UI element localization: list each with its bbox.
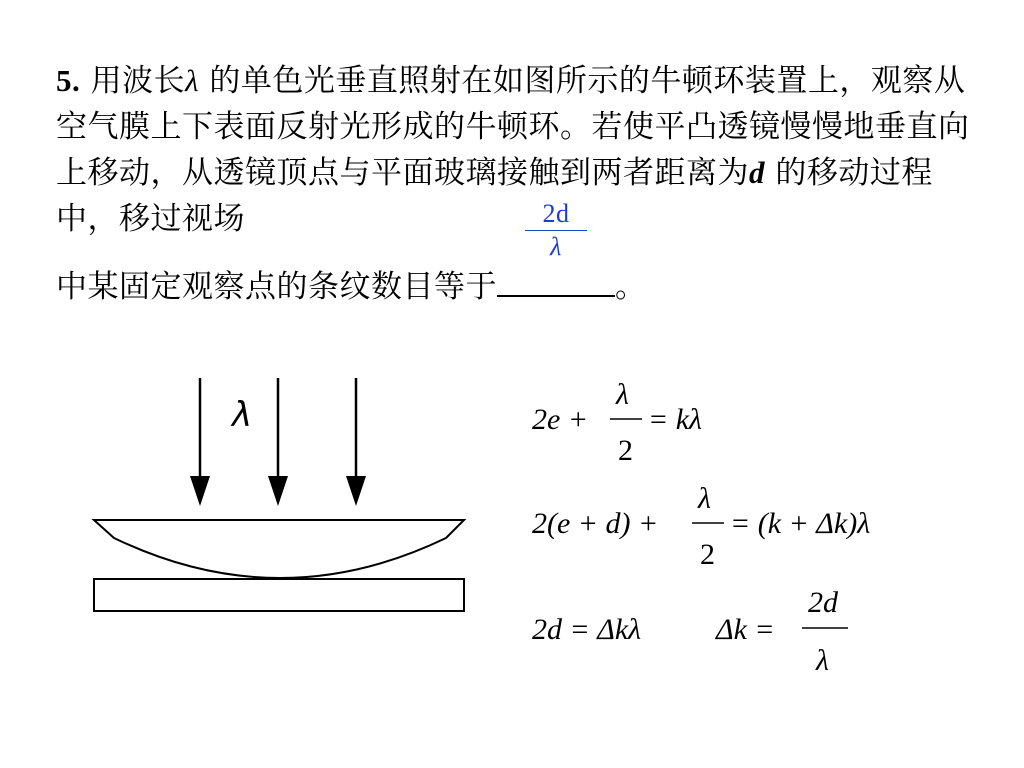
text-part-1: 用波长	[80, 63, 186, 99]
text-part-2: 的单色光垂直照射在如图所示的牛顿环装置上，观察从空气膜上下表面反射光形成的牛顿环。若使平凸透镜慢慢地垂直向上移动，从透镜顶点与平面玻璃接触到两者距离为	[56, 63, 970, 191]
last-line	[56, 199, 976, 310]
eq3-frac-num: 2d	[808, 586, 838, 619]
answer-denominator: λ	[550, 232, 562, 261]
answer-fraction	[521, 199, 591, 262]
text-part-4: 中某固定观察点的条纹数目等于	[56, 269, 497, 305]
equation-2	[530, 476, 930, 576]
eq3-frac-den: λ	[816, 644, 829, 677]
d-symbol: d	[749, 155, 765, 190]
glass-plate	[94, 579, 464, 611]
incident-arrows	[200, 378, 356, 488]
eq1-frac-num: λ	[616, 378, 629, 411]
eq2-lhs: 2(e + d) +	[532, 507, 659, 540]
question-number: 5.	[56, 63, 81, 98]
lambda-symbol: λ	[185, 63, 200, 98]
newton-rings-figure	[80, 368, 480, 628]
eq1-rhs: = kλ	[648, 403, 703, 436]
answer-blank	[497, 199, 615, 297]
eq2-frac-num: λ	[698, 482, 711, 515]
equation-3	[530, 582, 930, 682]
problem-text	[56, 58, 976, 310]
eq2-rhs: = (k + Δk)λ	[730, 507, 871, 540]
wave-label: λ	[232, 395, 253, 435]
text-part-3: 的移动过程中，移过视场	[56, 155, 933, 237]
text-end: 。	[615, 269, 647, 305]
eq2-frac-den: 2	[700, 538, 715, 571]
arrow-heads	[190, 476, 366, 506]
plano-convex-lens	[94, 520, 464, 578]
eq3-mid: Δk =	[716, 613, 775, 646]
eq3-lhs: 2d = Δkλ	[532, 613, 642, 646]
answer-fraction-bar	[525, 230, 587, 231]
eq1-lhs: 2e +	[532, 403, 589, 436]
equation-1	[530, 372, 760, 472]
answer-numerator: 2d	[542, 199, 570, 228]
eq1-frac-den: 2	[618, 434, 633, 467]
